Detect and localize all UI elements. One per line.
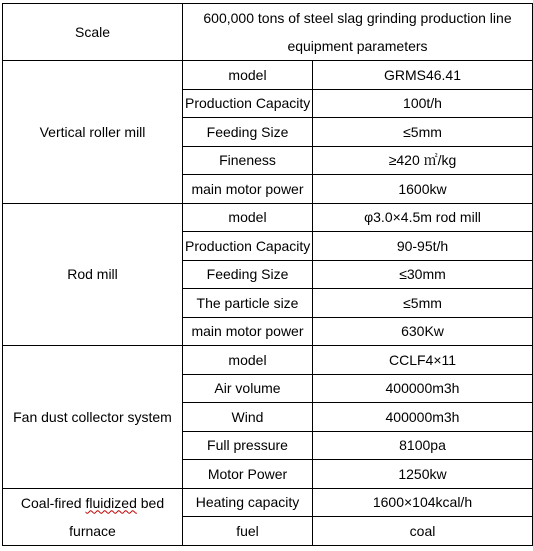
param-label: main motor power bbox=[183, 175, 313, 204]
param-value: 100t/h bbox=[313, 89, 533, 118]
param-value: ≥420 ㎡/kg bbox=[313, 146, 533, 175]
param-value: GRMS46.41 bbox=[313, 61, 533, 90]
param-label: Air volume bbox=[183, 374, 313, 403]
param-label: Motor Power bbox=[183, 460, 313, 489]
table-row bbox=[3, 61, 533, 90]
section-name: Rod mill bbox=[3, 203, 183, 346]
table-row bbox=[3, 203, 533, 232]
table-row bbox=[3, 346, 533, 375]
scale-value: 600,000 tons of steel slag grinding production line equipment parameters bbox=[183, 4, 533, 61]
param-value: ≤5mm bbox=[313, 289, 533, 318]
table-row bbox=[3, 4, 533, 61]
param-value: 90-95t/h bbox=[313, 232, 533, 261]
param-value: 630Kw bbox=[313, 317, 533, 346]
param-value: 1600×104kcal/h bbox=[313, 488, 533, 517]
scale-label: Scale bbox=[3, 4, 183, 61]
param-label: Production Capacity bbox=[183, 89, 313, 118]
param-value: 400000m3h bbox=[313, 403, 533, 432]
param-value: 8100pa bbox=[313, 431, 533, 460]
equipment-parameters-table bbox=[2, 3, 533, 546]
param-label: Feeding Size bbox=[183, 118, 313, 147]
param-label: Production Capacity bbox=[183, 232, 313, 261]
param-label: Heating capacity bbox=[183, 488, 313, 517]
param-value: ≤30mm bbox=[313, 260, 533, 289]
param-label: Full pressure bbox=[183, 431, 313, 460]
param-value: coal bbox=[313, 517, 533, 546]
table-row bbox=[3, 488, 533, 517]
param-value: 400000m3h bbox=[313, 374, 533, 403]
spellcheck-underlined-word: fluidized bbox=[85, 494, 137, 511]
param-value: 1250kw bbox=[313, 460, 533, 489]
param-label: Feeding Size bbox=[183, 260, 313, 289]
param-label: main motor power bbox=[183, 317, 313, 346]
param-label: Fineness bbox=[183, 146, 313, 175]
section-name-part: Coal-fired bbox=[20, 494, 86, 511]
param-label: model bbox=[183, 203, 313, 232]
param-label: The particle size bbox=[183, 289, 313, 318]
param-label: Wind bbox=[183, 403, 313, 432]
param-value: CCLF4×11 bbox=[313, 346, 533, 375]
param-value: φ3.0×4.5m rod mill bbox=[313, 203, 533, 232]
section-name: Vertical roller mill bbox=[3, 61, 183, 204]
section-name-part: bed furnace bbox=[69, 494, 165, 539]
param-value: ≤5mm bbox=[313, 118, 533, 147]
section-name: Fan dust collector system bbox=[3, 346, 183, 489]
param-label: fuel bbox=[183, 517, 313, 546]
param-label: model bbox=[183, 61, 313, 90]
section-name bbox=[3, 488, 183, 545]
param-label: model bbox=[183, 346, 313, 375]
param-value: 1600kw bbox=[313, 175, 533, 204]
